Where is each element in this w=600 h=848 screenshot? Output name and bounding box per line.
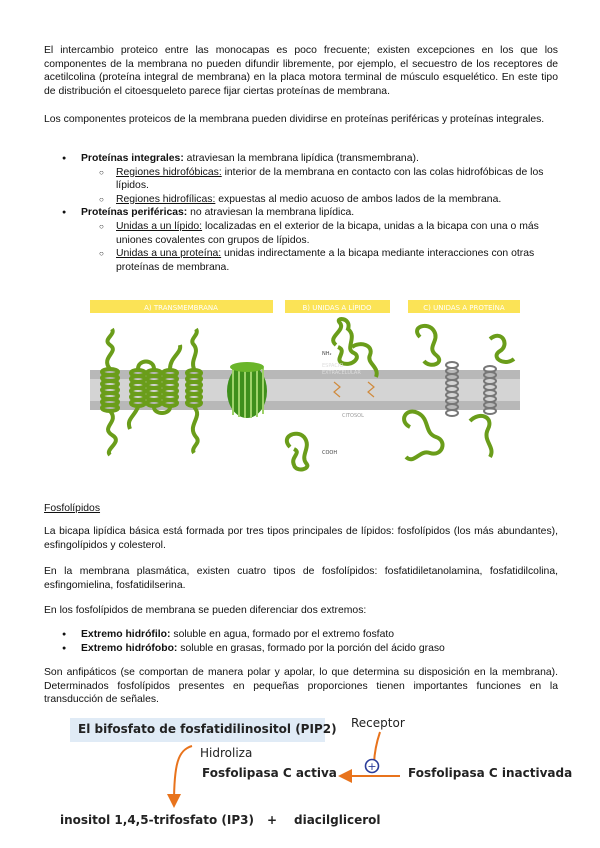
plc-active-label: Fosfolipasa C activa [202,766,337,780]
label-nh2: NH₂ [322,351,332,357]
sub-label: Unidas a una proteína: [116,248,222,260]
helix-protein-a2 [129,345,180,429]
sub-text: expuestas al medio acuoso de ambos lados de la membrana. [215,193,502,205]
peripheral-text: no atraviesan la membrana lipídica. [187,207,355,219]
sub-label: Regiones hidrofílicas: [116,193,216,205]
sub-item-proteina [81,247,560,274]
peripheral-label: Proteínas periféricas: [81,207,188,219]
hydrolysis-arrow [174,746,192,804]
list-item-hidrofilo [44,628,560,642]
label-cooh: COOH [322,450,338,456]
sub-text: interior de la membrana en contacto con las colas hidrofóbicas de los lípidos. [116,166,544,192]
paragraph-componentes: Los componentes proteicos de la membrana pueden dividirse en proteínas periféricas y proteínas integrales. [44,114,545,125]
list-item-perifericas [44,206,560,274]
sub-item-hidrofilicas [81,193,560,207]
label-espacio: ESPACIO [322,363,344,369]
sub-text: unidas indirectamente a la bicapa mediante interacciones con otras proteínas de membrana. [116,248,535,273]
extreme-label: Extremo hidrófobo: [81,642,178,654]
sub-text: localizadas en el exterior de la bicapa, unidas a la bicapa con una o más uniones covalentes con grupos de lípidos. [116,220,539,246]
label-a: A) TRANSMEMBRANA [144,304,218,312]
ip3-label: inositol 1,4,5-trifosfato (IP3) [60,813,255,827]
paragraph-intercambio: El intercambio proteico entre las monocapas es poco frecuente; existen excepciones en los que los componentes de la membrana no pueden difundir libremente, por ejemplo, el secuestro de los receptores de acetilcolina (proteína integral de membrana) en la placa motora terminal de músculo esquelético. En este tipo de distribución el citoesqueleto parece fijar ciertas proteínas de membrana. [44,45,558,97]
paragraph-extremos: En los fosfolípidos de membrana se pueden diferenciar dos extremos: [44,605,367,616]
extreme-text: soluble en agua, formado por el extremo fosfato [170,629,395,640]
label-b: B) UNIDAS A LÍPIDO [302,304,372,312]
plc-inactive-label: Fosfolipasa C inactivada [408,766,573,780]
extreme-text: soluble en grasas, formado por la porción del ácido graso [177,642,445,654]
extremes-list [44,628,560,655]
list-item-hidrofobo [44,642,560,656]
protein-types-list [44,152,560,274]
paragraph-bicapa: La bicapa lipídica básica está formada por tres tipos principales de lípidos: fosfolípidos (los más abundantes), esfingolípidos y colesterol. [44,526,558,551]
diagram-arrows [60,712,580,832]
sub-item-hidrofobicas [81,166,560,193]
paragraph-anfipaticos: Son anfipáticos (se comportan de manera polar y apolar, lo que determina su disposición en la membrana). Determinados fosfolípidos presentes en pequeñas proporciones tienen importantes funciones en la transducción de señales. [44,667,558,706]
dag-label: diacilglicerol [294,813,381,827]
integral-text: atraviesan la membrana lipídica (transmembrana). [183,153,419,164]
plus-sign: + [267,813,278,827]
pip2-title: El bifosfato de fosfatidilinositol (PIP2) [78,722,337,736]
label-c: C) UNIDAS A PROTEÍNA [423,304,505,312]
label-citosol: CITOSOL [342,413,364,419]
paragraph-tipos-fosfolipidos: En la membrana plasmática, existen cuatro tipos de fosfolípidos: fosfatidiletanolamina, fosfatidilcolina, esfingomielina, fosfatidilserina. [44,566,558,591]
label-extracelular: EXTRACELULAR [322,370,361,376]
pip2-diagram [60,712,580,832]
extreme-label: Extremo hidrófilo: [81,629,171,640]
hidroliza-label: Hidroliza [200,746,253,760]
receptor-label: Receptor [351,716,405,730]
integral-label: Proteínas integrales: [81,153,184,164]
membrane-proteins-figure [90,297,520,482]
sub-label: Regiones hidrofóbicas: [116,166,222,178]
helix-protein-a1 [102,329,118,455]
list-item-integrales [44,152,560,206]
section-title-fosfolipidos: Fosfolípidos [44,503,101,514]
sub-item-lipido [81,220,560,247]
plus-circle-sign: + [367,760,377,773]
sub-label: Unidas a un lípido: [116,220,203,232]
